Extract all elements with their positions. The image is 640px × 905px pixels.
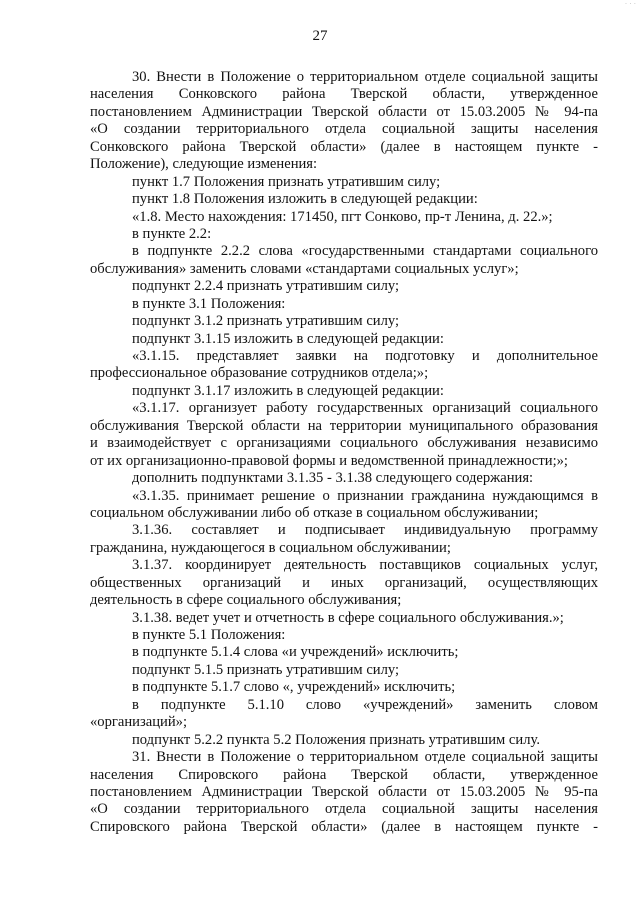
text-line: в подпункте 5.1.4 слова «и учреждений» исключить;: [132, 644, 459, 661]
text-line: населения Сонковского района Тверской области, утвержденное: [90, 86, 598, 103]
text-line: в пункте 3.1 Положения:: [132, 295, 286, 312]
text-line: в подпункте 5.1.10 слово «учреждений» заменить словом: [132, 696, 598, 713]
text-line: обслуживания Тверской области на территории муниципального образования: [90, 417, 598, 434]
text-line: от их организационно-правовой формы и ведомственной принадлежности;»;: [90, 452, 568, 469]
text-line: пункт 1.8 Положения изложить в следующей редакции:: [132, 191, 478, 208]
text-line: обслуживания» заменить словами «стандартами социальных услуг»;: [90, 260, 519, 277]
text-line: Положение), следующие изменения:: [90, 156, 318, 173]
text-line: подпункт 3.1.17 изложить в следующей редакции:: [132, 382, 444, 399]
text-line: «организаций»;: [90, 714, 187, 731]
text-line: постановлением Администрации Тверской области от 15.03.2005 № 94-па: [90, 103, 598, 120]
text-line: подпункт 3.1.2 признать утратившим силу;: [132, 313, 400, 330]
text-line: подпункт 2.2.4 признать утратившим силу;: [132, 278, 400, 295]
document-body: [90, 69, 598, 836]
text-line: «О создании территориального отдела социальной защиты населения: [90, 801, 598, 818]
text-line: в пункте 2.2:: [132, 225, 212, 242]
text-line: гражданина, нуждающегося в социальном обслуживании;: [90, 539, 451, 556]
text-line: «1.8. Место нахождения: 171450, пгт Сонково, пр-т Ленина, д. 22.»;: [132, 208, 553, 225]
text-line: профессиональное образование сотрудников отдела;»;: [90, 365, 429, 382]
text-line: «О создании территориального отдела социальной защиты населения: [90, 121, 598, 138]
text-line: в пункте 5.1 Положения:: [132, 627, 286, 643]
text-line: «3.1.17. организует работу государственных организаций социального: [132, 400, 598, 417]
text-line: «3.1.15. представляет заявки на подготовку и дополнительное: [132, 348, 598, 364]
text-line: социальном обслуживании либо об отказе в социальном обслуживании;: [90, 504, 539, 521]
text-line: Сонковского района Тверской области» (далее в настоящем пункте -: [90, 138, 598, 155]
text-line: «3.1.35. принимает решение о признании гражданина нуждающимся в: [132, 487, 598, 504]
text-line: 3.1.36. составляет и подписывает индивидуальную программу: [132, 522, 598, 539]
text-line: 3.1.37. координирует деятельность поставщиков социальных услуг,: [132, 557, 598, 574]
text-line: Спировского района Тверской области» (далее в настоящем пункте -: [90, 818, 598, 835]
text-line: в подпункте 2.2.2 слова «государственными стандартами социального: [132, 243, 598, 260]
text-line: 31. Внести в Положение о территориальном отделе социальной защиты: [132, 749, 598, 766]
text-line: и взаимодействует с организациями социального обслуживания независимо: [90, 435, 598, 452]
text-line: деятельность в сфере социального обслуживания;: [90, 592, 402, 609]
text-line: подпункт 5.2.2 пункта 5.2 Положения признать утратившим силу.: [132, 731, 540, 748]
text-line: 3.1.38. ведет учет и отчетность в сфере социального обслуживания.»;: [132, 609, 564, 626]
page-number: 27: [312, 28, 328, 44]
text-line: 30. Внести в Положение о территориальном отделе социальной защиты: [132, 69, 598, 85]
text-line: в подпункте 5.1.7 слово «, учреждений» исключить;: [132, 679, 456, 696]
text-line: общественных организаций и иных организаций, осуществляющих: [90, 574, 598, 591]
text-line: постановлением Администрации Тверской области от 15.03.2005 № 95-па: [90, 783, 598, 800]
text-line: дополнить подпунктами 3.1.35 - 3.1.38 следующего содержания:: [132, 470, 534, 487]
text-line: пункт 1.7 Положения признать утратившим силу;: [132, 173, 441, 190]
corner-mark: · · ·: [624, 0, 636, 8]
text-line: населения Спировского района Тверской области, утвержденное: [90, 766, 598, 783]
text-line: подпункт 5.1.5 признать утратившим силу;: [132, 661, 400, 678]
text-line: подпункт 3.1.15 изложить в следующей редакции:: [132, 330, 444, 347]
